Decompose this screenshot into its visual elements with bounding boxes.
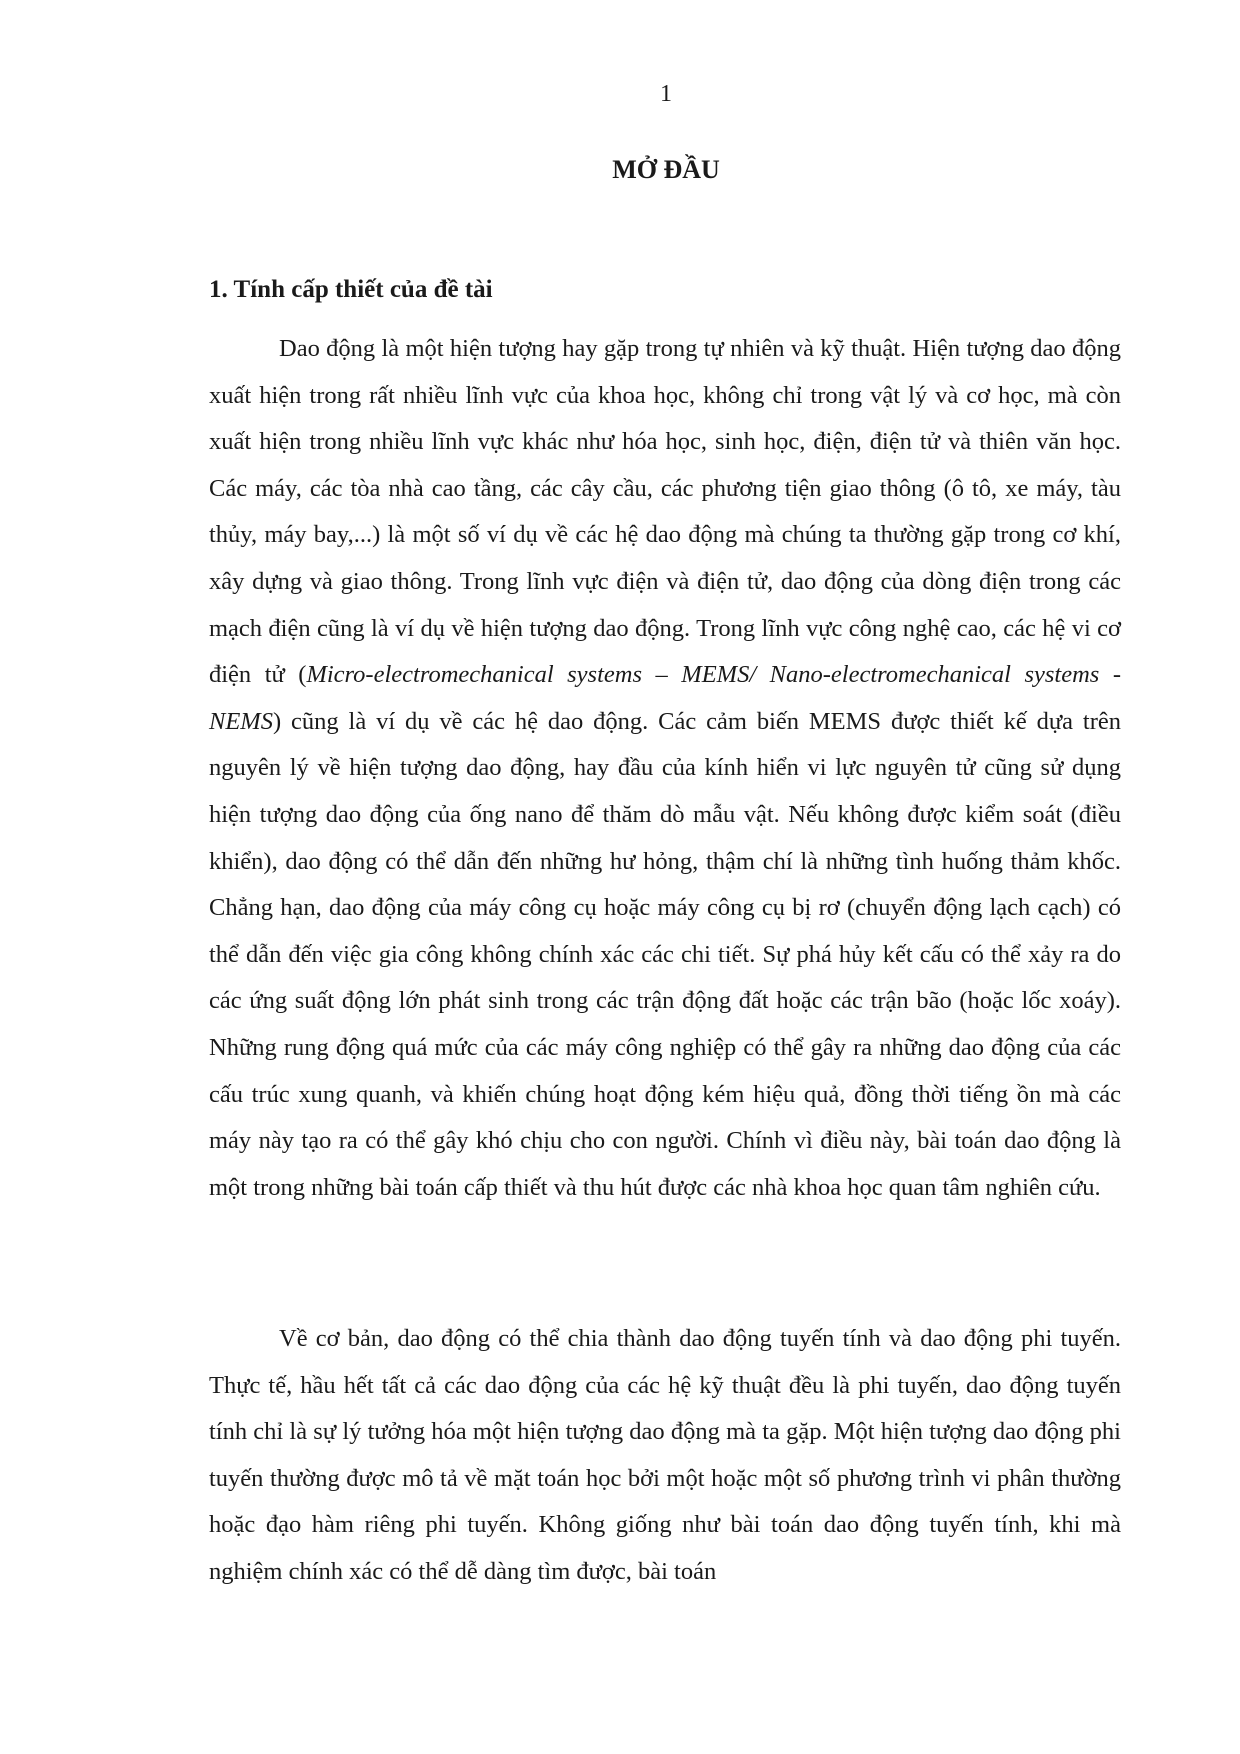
page-number: 1 <box>660 81 672 107</box>
paragraph-1-text-end: ) cũng là ví dụ về các hệ dao động. Các cảm biến MEMS được thiết kế dựa trên nguyên lý về hiện tượng dao động, hay đầu của kính hiển vi lực nguyên tử cũng sử dụng hiện tượng dao động của ống nano để thăm dò mẫu vật. Nếu không được kiểm soát (điều khiển), dao động có thể dẫn đến những hư hỏng, thậm chí là những tình huống thảm khốc. Chẳng hạn, dao động của máy công cụ hoặc máy công cụ bị rơ (chuyển động lạch cạch) có thể dẫn đến việc gia công không chính xác các chi tiết. Sự phá hủy kết cấu có thể xảy ra do các ứng suất động lớn phát sinh trong các trận động đất hoặc các trận bão (hoặc lốc xoáy). Những rung động quá mức của các máy công nghiệp có thể gây ra những dao động của các cấu trúc xung quanh, và khiến chúng hoạt động kém hiệu quả, đồng thời tiếng ồn mà các máy này tạo ra có thể gây khó chịu cho con người. Chính vì điều này, bài toán dao động là một trong những bài toán cấp thiết và thu hút được các nhà khoa học quan tâm nghiên cứu. <box>209 707 1121 1201</box>
paragraph-2 <box>209 1316 1121 1596</box>
paragraph-1-text-start: Dao động là một hiện tượng hay gặp trong tự nhiên và kỹ thuật. Hiện tượng dao động xuất hiện trong rất nhiều lĩnh vực của khoa học, không chỉ trong vật lý và cơ học, mà còn xuất hiện trong nhiều lĩnh vực khác như hóa học, sinh học, điện, điện tử và thiên văn học. Các máy, các tòa nhà cao tầng, các cây cầu, các phương tiện giao thông (ô tô, xe máy, tàu thủy, máy bay,...) là một số ví dụ về các hệ dao động mà chúng ta thường gặp trong cơ khí, xây dựng và giao thông. Trong lĩnh vực điện và điện tử, dao động của dòng điện trong các mạch điện cũng là ví dụ về hiện tượng dao động. Trong lĩnh vực công nghệ cao, các hệ vi cơ điện tử ( <box>209 335 1121 689</box>
section-heading: 1. Tính cấp thiết của đề tài <box>209 276 493 303</box>
paragraph-1 <box>209 326 1121 1211</box>
paragraph-2-text: Về cơ bản, dao động có thể chia thành dao động tuyến tính và dao động phi tuyến. Thực tế, hầu hết tất cả các dao động của các hệ kỹ thuật đều là phi tuyến, dao động tuyến tính chỉ là sự lý tưởng hóa một hiện tượng dao động mà ta gặp. Một hiện tượng dao động phi tuyến thường được mô tả về mặt toán học bởi một hoặc một số phương trình vi phân thường hoặc đạo hàm riêng phi tuyến. Không giống như bài toán dao động tuyến tính, khi mà nghiệm chính xác có thể dễ dàng tìm được, bài toán <box>209 1325 1121 1585</box>
chapter-title: MỞ ĐẦU <box>612 155 720 184</box>
paragraph-1-italic-term: Micro-electromechanical systems – MEMS/ Nano-electromechanical systems - NEMS <box>209 661 1121 735</box>
